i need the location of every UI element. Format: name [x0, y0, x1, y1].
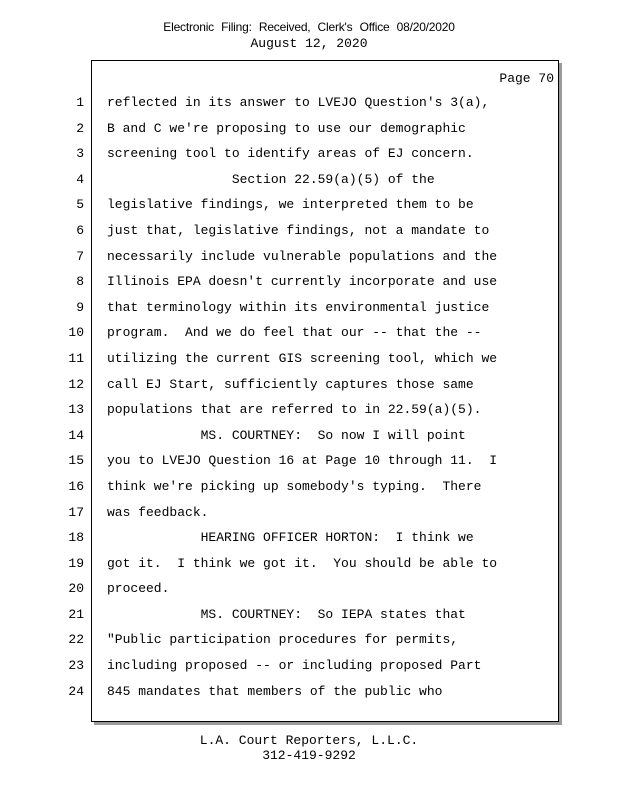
line-text: Illinois EPA doesn't currently incorporate and use: [107, 274, 498, 290]
transcript-line: [0, 346, 618, 372]
line-text: necessarily include vulnerable populations and the: [107, 248, 498, 264]
court-reporter-name: L.A. Court Reporters, L.L.C.: [199, 733, 419, 748]
line-number: 19: [68, 555, 84, 571]
line-number: 10: [68, 325, 84, 341]
transcript-line: [0, 474, 618, 500]
line-text: 845 mandates that members of the public who: [107, 683, 443, 699]
transcript-line: [0, 551, 618, 577]
line-text: that terminology within its environmental justice: [107, 299, 490, 315]
transcript-line: [0, 167, 618, 193]
line-text: Section 22.59(a)(5) of the: [107, 171, 435, 187]
transcript-line: [0, 141, 618, 167]
line-text: MS. COURTNEY: So IEPA states that: [107, 606, 466, 622]
line-text: screening tool to identify areas of EJ concern.: [107, 146, 474, 162]
line-text: including proposed -- or including proposed Part: [107, 658, 482, 674]
line-text: legislative findings, we interpreted them to be: [107, 197, 474, 213]
line-text: was feedback.: [107, 504, 209, 520]
line-number: 1: [76, 95, 84, 110]
transcript-line: [0, 192, 618, 218]
line-number: 23: [68, 658, 84, 674]
line-number: 16: [68, 478, 84, 494]
line-number: 21: [68, 606, 84, 622]
line-number: 12: [68, 376, 84, 392]
transcript-line: [0, 423, 618, 449]
line-number: 6: [76, 222, 84, 238]
transcript-line: [0, 320, 618, 346]
line-number: 15: [68, 453, 84, 469]
line-text: B and C we're proposing to use our demographic: [107, 120, 466, 136]
line-text: program. And we do feel that our -- that the --: [107, 325, 482, 341]
hearing-date: August 12, 2020: [250, 36, 368, 51]
line-number: 13: [68, 402, 84, 418]
transcript-line: [0, 500, 618, 526]
line-text: HEARING OFFICER HORTON: I think we: [107, 530, 474, 546]
line-number: 18: [68, 530, 84, 546]
footer: [0, 733, 618, 763]
line-number: 5: [76, 197, 84, 213]
line-text: "Public participation procedures for permits,: [107, 632, 459, 648]
transcript-line: [0, 525, 618, 551]
line-text: MS. COURTNEY: So now I will point: [107, 427, 466, 443]
transcript-line: [0, 295, 618, 321]
transcript-line: [0, 627, 618, 653]
line-number: 3: [76, 146, 84, 162]
transcript-line: [0, 116, 618, 142]
line-text: just that, legislative findings, not a mandate to: [107, 222, 490, 238]
transcript-line: [0, 448, 618, 474]
line-number: 24: [68, 683, 84, 699]
transcript-line: [0, 218, 618, 244]
filing-stamp: Electronic Filing: Received, Clerk's Office 08/20/2020: [163, 20, 455, 34]
transcript-line: [0, 653, 618, 679]
transcript-line: [0, 576, 618, 602]
transcript-line: [0, 372, 618, 398]
line-number: 4: [76, 171, 84, 187]
transcript-line: [0, 90, 618, 116]
line-text: utilizing the current GIS screening tool, which we: [107, 350, 498, 366]
line-text: populations that are referred to in 22.59(a)(5).: [107, 402, 482, 418]
transcript-line: [0, 397, 618, 423]
line-number: 11: [68, 350, 84, 366]
line-text: call EJ Start, sufficiently captures those same: [107, 376, 474, 392]
line-text: you to LVEJO Question 16 at Page 10 through 11. I: [107, 453, 498, 469]
page-number: Page 70: [499, 71, 554, 86]
line-text: got it. I think we got it. You should be able to: [107, 555, 498, 571]
line-number: 17: [68, 504, 84, 520]
line-number: 22: [68, 632, 84, 648]
court-reporter-phone: 312-419-9292: [262, 748, 356, 763]
line-number: 14: [68, 427, 84, 443]
line-text: reflected in its answer to LVEJO Question's 3(a),: [107, 95, 490, 110]
line-text: proceed.: [107, 581, 170, 597]
transcript-lines: [0, 90, 618, 704]
transcript-line: [0, 244, 618, 270]
line-number: 8: [76, 274, 84, 290]
line-number: 2: [76, 120, 84, 136]
line-number: 9: [76, 299, 84, 315]
transcript-line: [0, 679, 618, 705]
line-text: think we're picking up somebody's typing. There: [107, 478, 482, 494]
transcript-line: [0, 602, 618, 628]
line-number: 20: [68, 581, 84, 597]
transcript-line: [0, 269, 618, 295]
line-number: 7: [76, 248, 84, 264]
